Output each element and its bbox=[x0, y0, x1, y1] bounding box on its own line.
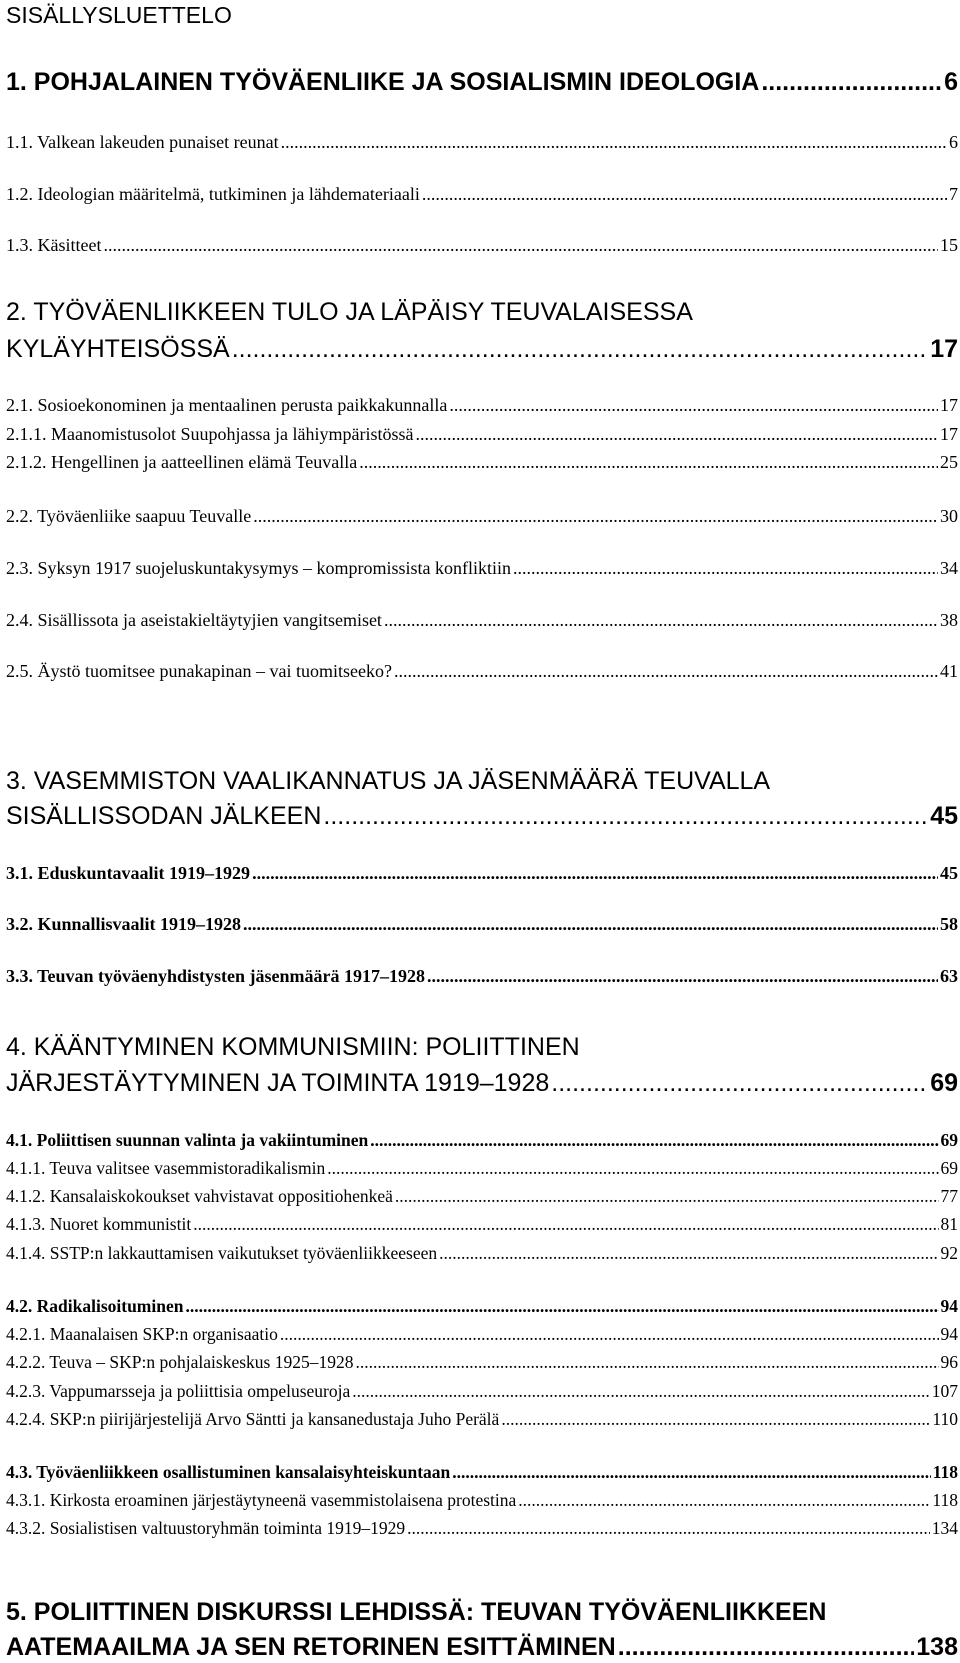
toc-entry-chapter-4-line1[interactable]: 4. KÄÄNTYMINEN KOMMUNISMIIN: POLIITTINEN bbox=[6, 1033, 580, 1061]
toc-entry-4-2-4[interactable] bbox=[6, 1409, 958, 1430]
toc-entry-2-3[interactable] bbox=[6, 557, 958, 579]
toc-entry-1-1[interactable] bbox=[6, 131, 958, 153]
toc-entry-page: 45 bbox=[940, 863, 958, 883]
toc-entry-text: 1.3. Käsitteet bbox=[6, 235, 102, 255]
dot-leader bbox=[281, 131, 947, 153]
toc-entry-chapter-1[interactable] bbox=[6, 67, 958, 98]
dot-leader bbox=[252, 862, 938, 884]
toc-entry-2-1-2[interactable] bbox=[6, 451, 958, 473]
dot-leader bbox=[352, 1381, 929, 1402]
dot-leader bbox=[232, 334, 928, 365]
toc-entry-text: SISÄLLISSODAN JÄLKEEN bbox=[6, 802, 322, 830]
toc-entry-page: 81 bbox=[940, 1214, 958, 1234]
toc-entry-page: 17 bbox=[940, 424, 958, 444]
toc-entry-text: JÄRJESTÄYTYMINEN JA TOIMINTA 1919–1928 bbox=[6, 1069, 550, 1097]
toc-entry-2-2[interactable] bbox=[6, 505, 958, 527]
toc-entry-page: 6 bbox=[944, 68, 958, 96]
toc-entry-4-1[interactable] bbox=[6, 1130, 958, 1151]
dot-leader bbox=[327, 1158, 938, 1179]
toc-entry-page: 94 bbox=[940, 1324, 958, 1344]
toc-entry-page: 30 bbox=[940, 506, 958, 526]
toc-entry-text: 2.1.2. Hengellinen ja aatteellinen elämä Teuvalla bbox=[6, 452, 358, 472]
dot-leader bbox=[185, 1296, 938, 1317]
dot-leader bbox=[384, 609, 938, 631]
toc-entry-text: 4.3.2. Sosialistisen valtuustoryhmän toiminta 1919–1929 bbox=[6, 1518, 406, 1538]
toc-entry-2-5[interactable] bbox=[6, 660, 958, 682]
toc-entry-page: 118 bbox=[932, 1490, 958, 1510]
toc-entry-chapter-3-line1[interactable]: 3. VASEMMISTON VAALIKANNATUS JA JÄSENMÄÄRÄ TEUVALLA bbox=[6, 767, 771, 795]
dot-leader bbox=[513, 557, 938, 579]
dot-leader bbox=[103, 234, 938, 256]
dot-leader bbox=[618, 1632, 915, 1663]
toc-entry-4-2[interactable] bbox=[6, 1296, 958, 1317]
toc-entry-1-3[interactable] bbox=[6, 234, 958, 256]
toc-entry-chapter-4[interactable] bbox=[6, 1068, 958, 1099]
dot-leader bbox=[323, 801, 928, 832]
dot-leader bbox=[422, 183, 947, 205]
dot-leader bbox=[193, 1214, 938, 1235]
toc-entry-text: 4.1.1. Teuva valitsee vasemmistoradikalismin bbox=[6, 1158, 326, 1178]
toc-entry-chapter-5-line1[interactable]: 5. POLIITTINEN DISKURSSI LEHDISSÄ: TEUVAN TYÖVÄENLIIKKEEN bbox=[6, 1598, 827, 1626]
toc-entry-text: 4.3.1. Kirkosta eroaminen järjestäytyneenä vasemmistolaisena protestina bbox=[6, 1490, 517, 1510]
dot-leader bbox=[395, 1186, 939, 1207]
dot-leader bbox=[355, 1352, 938, 1373]
toc-entry-page: 92 bbox=[940, 1243, 958, 1263]
toc-entry-text: 3.3. Teuvan työväenyhdistysten jäsenmäärä 1917–1928 bbox=[6, 966, 426, 986]
toc-entry-page: 7 bbox=[949, 184, 958, 204]
toc-entry-4-3-1[interactable] bbox=[6, 1490, 958, 1511]
toc-entry-page: 96 bbox=[940, 1352, 958, 1372]
dot-leader bbox=[394, 660, 938, 682]
toc-entry-page: 15 bbox=[940, 235, 958, 255]
toc-entry-page: 34 bbox=[940, 558, 958, 578]
toc-entry-4-1-3[interactable] bbox=[6, 1214, 958, 1235]
toc-entry-chapter-2[interactable] bbox=[6, 334, 958, 365]
toc-entry-text: AATEMAAILMA JA SEN RETORINEN ESITTÄMINEN bbox=[6, 1633, 616, 1661]
toc-entry-3-3[interactable] bbox=[6, 965, 958, 987]
toc-entry-text: 4.1.4. SSTP:n lakkauttamisen vaikutukset työväenliikkeeseen bbox=[6, 1243, 438, 1263]
toc-entry-page: 6 bbox=[949, 132, 958, 152]
dot-leader bbox=[407, 1518, 930, 1539]
toc-entry-1-2[interactable] bbox=[6, 183, 958, 205]
toc-entry-text: 4.2.1. Maanalaisen SKP:n organisaatio bbox=[6, 1324, 278, 1344]
toc-entry-page: 69 bbox=[940, 1130, 958, 1150]
toc-entry-4-1-4[interactable] bbox=[6, 1243, 958, 1264]
dot-leader bbox=[551, 1068, 928, 1099]
toc-entry-2-1[interactable] bbox=[6, 394, 958, 416]
toc-entry-text: 4.1.2. Kansalaiskokoukset vahvistavat oppositiohenkeä bbox=[6, 1186, 393, 1206]
toc-entry-page: 138 bbox=[916, 1633, 958, 1661]
toc-entry-text: 4.2.4. SKP:n piirijärjestelijä Arvo Säntti ja kansanedustaja Juho Perälä bbox=[6, 1409, 500, 1429]
toc-entry-4-1-2[interactable] bbox=[6, 1186, 958, 1207]
toc-entry-text: 1. POHJALAINEN TYÖVÄENLIIKE JA SOSIALISMIN IDEOLOGIA bbox=[6, 68, 760, 96]
toc-entry-text: 2.2. Työväenliike saapuu Teuvalle bbox=[6, 506, 252, 526]
toc-entry-4-3-2[interactable] bbox=[6, 1518, 958, 1539]
toc-entry-chapter-3[interactable] bbox=[6, 801, 958, 832]
toc-entry-chapter-5[interactable] bbox=[6, 1632, 958, 1663]
toc-entry-page: 25 bbox=[940, 452, 958, 472]
toc-entry-page: 77 bbox=[940, 1186, 958, 1206]
toc-entry-text: 2.4. Sisällissota ja aseistakieltäytyjien vangitsemiset bbox=[6, 610, 382, 630]
toc-entry-text: 2.3. Syksyn 1917 suojeluskuntakysymys – kompromissista konfliktiin bbox=[6, 558, 512, 578]
dot-leader bbox=[501, 1409, 930, 1430]
toc-entry-page: 94 bbox=[940, 1296, 958, 1316]
toc-entry-text: 4.1.3. Nuoret kommunistit bbox=[6, 1214, 192, 1234]
toc-entry-page: 17 bbox=[930, 335, 958, 363]
toc-entry-page: 69 bbox=[940, 1158, 958, 1178]
toc-entry-page: 38 bbox=[940, 610, 958, 630]
toc-entry-page: 58 bbox=[940, 914, 958, 934]
toc-entry-page: 45 bbox=[930, 802, 958, 830]
toc-entry-page: 63 bbox=[940, 966, 958, 986]
toc-entry-page: 69 bbox=[930, 1069, 958, 1097]
toc-entry-text: 1.2. Ideologian määritelmä, tutkiminen ja lähdemateriaali bbox=[6, 184, 420, 204]
toc-entry-text: 3.2. Kunnallisvaalit 1919–1928 bbox=[6, 914, 242, 934]
dot-leader bbox=[427, 965, 938, 987]
toc-entry-text: 2.1.1. Maanomistusolot Suupohjassa ja lähiympäristössä bbox=[6, 424, 414, 444]
toc-entry-text: 3.1. Eduskuntavaalit 1919–1929 bbox=[6, 863, 251, 883]
dot-leader bbox=[449, 394, 938, 416]
dot-leader bbox=[415, 423, 938, 445]
dot-leader bbox=[370, 1130, 938, 1151]
toc-entry-4-2-1[interactable] bbox=[6, 1324, 958, 1345]
toc-entry-text: 4.1. Poliittisen suunnan valinta ja vakiintuminen bbox=[6, 1130, 369, 1150]
toc-entry-4-3[interactable] bbox=[6, 1462, 958, 1483]
dot-leader bbox=[439, 1243, 938, 1264]
dot-leader bbox=[518, 1490, 930, 1511]
toc-entry-4-1-1[interactable] bbox=[6, 1158, 958, 1179]
toc-entry-text: 2.1. Sosioekonominen ja mentaalinen perusta paikkakunnalla bbox=[6, 395, 448, 415]
toc-entry-text: 4.3. Työväenliikkeen osallistuminen kansalaisyhteiskuntaan bbox=[6, 1462, 451, 1482]
toc-entry-text: 4.2.3. Vappumarsseja ja poliittisia ompeluseuroja bbox=[6, 1381, 351, 1401]
toc-entry-2-1-1[interactable] bbox=[6, 423, 958, 445]
toc-entry-page: 118 bbox=[932, 1462, 958, 1482]
toc-entry-2-4[interactable] bbox=[6, 609, 958, 631]
dot-leader bbox=[243, 913, 938, 935]
toc-entry-3-2[interactable] bbox=[6, 913, 958, 935]
toc-entry-page: 107 bbox=[931, 1381, 958, 1401]
toc-entry-chapter-2-line1[interactable]: 2. TYÖVÄENLIIKKEEN TULO JA LÄPÄISY TEUVALAISESSA bbox=[6, 298, 693, 326]
toc-entry-page: 17 bbox=[940, 395, 958, 415]
toc-entry-text: KYLÄYHTEISÖSSÄ bbox=[6, 335, 230, 363]
toc-entry-page: 41 bbox=[940, 661, 958, 681]
dot-leader bbox=[253, 505, 938, 527]
dot-leader bbox=[359, 451, 938, 473]
dot-leader bbox=[761, 67, 942, 98]
toc-entry-4-2-3[interactable] bbox=[6, 1381, 958, 1402]
toc-entry-page: 110 bbox=[932, 1409, 958, 1429]
toc-title: SISÄLLYSLUETTELO bbox=[6, 2, 232, 28]
toc-entry-text: 2.5. Äystö tuomitsee punakapinan – vai tuomitseeko? bbox=[6, 661, 392, 681]
toc-entry-text: 4.2. Radikalisoituminen bbox=[6, 1296, 184, 1316]
toc-entry-text: 1.1. Valkean lakeuden punaiset reunat bbox=[6, 132, 279, 152]
dot-leader bbox=[280, 1324, 939, 1345]
toc-entry-text: 4.2.2. Teuva – SKP:n pohjalaiskeskus 1925–1928 bbox=[6, 1352, 354, 1372]
toc-entry-3-1[interactable] bbox=[6, 862, 958, 884]
toc-entry-page: 134 bbox=[931, 1518, 958, 1538]
dot-leader bbox=[452, 1462, 930, 1483]
toc-entry-4-2-2[interactable] bbox=[6, 1352, 958, 1373]
